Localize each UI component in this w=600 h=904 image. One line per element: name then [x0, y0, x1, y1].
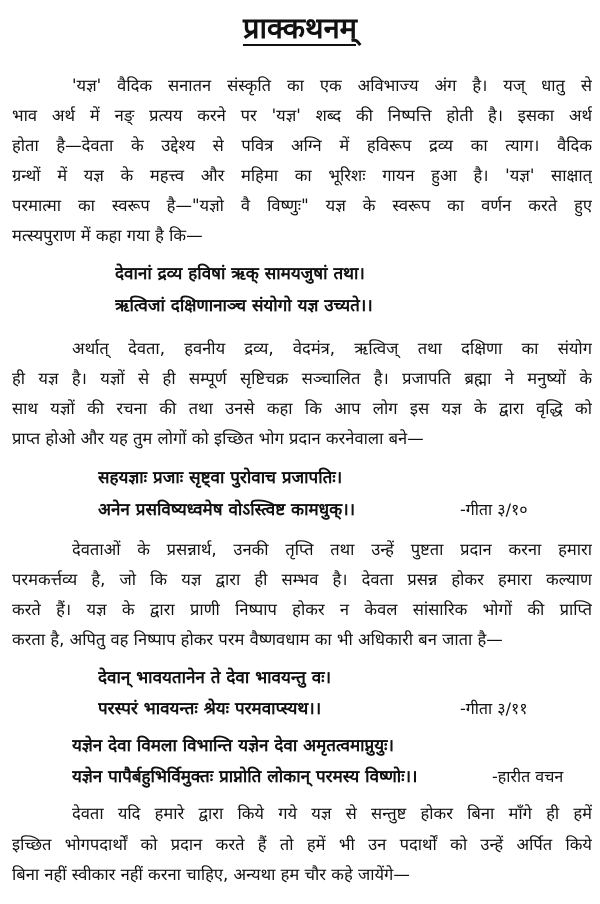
verse-line: देवानां द्रव्य हविषां ऋक् सामयजुषां तथा। — [115, 264, 365, 284]
paragraph-line: परमात्मा का स्वरूप है—"यज्ञो वै विष्णुः" यज्ञ के स्वरूप का वर्णन करते हुए — [12, 196, 592, 215]
verse-line: सहयज्ञाः प्रजाः सृष्ट्वा पुरोवाच प्रजापतिः। — [98, 468, 343, 488]
paragraph-line: करते हैं। यज्ञ के द्वारा प्राणी निष्पाप होकर न केवल सांसारिक भोगों की प्राप्ति — [12, 600, 592, 619]
verse-source: -गीता ३/११ — [460, 699, 528, 718]
paragraph-line: ग्रन्थों में यज्ञ के महत्त्व और महिमा का भूरिशः गायन हुआ है। 'यज्ञ' साक्षात् — [12, 166, 592, 185]
verse-line: यज्ञेन पापैर्बहुभिर्विमुक्तः प्राप्नोति लोकान् परमस्य विष्णोः।। — [72, 767, 418, 787]
paragraph-line: करता है, अपितु वह निष्पाप होकर परम वैष्णवधाम का भी अधिकारी बन जाता है— — [12, 630, 503, 649]
verse-source: -गीता ३/१० — [460, 500, 528, 519]
paragraph-line: अर्थात् देवता, हवनीय द्रव्य, वेदमंत्र, ऋत्विज् तथा दक्षिणा का संयोग — [72, 339, 592, 358]
paragraph-line: साथ यज्ञों की रचना की तथा उनसे कहा कि आप लोग इस यज्ञ के द्वारा वृद्धि को — [12, 399, 592, 418]
paragraph-line: परमकर्त्तव्य है, जो कि यज्ञ द्वारा ही सम्भव है। देवता प्रसन्न होकर हमारा कल्याण — [12, 570, 592, 589]
paragraph-line: होता है—देवता के उद्देश्य से पवित्र अग्नि में हविरूप द्रव्य का त्याग। वैदिक — [12, 136, 592, 155]
paragraph-line: प्राप्त होओ और यह तुम लोगों को इच्छित भोग प्रदान करनेवाला बने— — [12, 429, 424, 448]
verse-source: -हारीत वचन — [492, 767, 564, 786]
paragraph-line: देवता यदि हमारे द्वारा किये गये यज्ञ से सन्तुष्ट होकर बिना माँगे ही हमें — [72, 804, 592, 823]
page-title: प्राक्कथनम् — [242, 11, 358, 45]
verse-line: देवान् भावयतानेन ते देवा भावयन्तु वः। — [98, 668, 332, 688]
paragraph-line: इच्छित भोगपदार्थों को प्रदान करते हैं तो हमें भी उन पदार्थों को उन्हें अर्पित किये — [12, 835, 592, 854]
paragraph-line: ही यज्ञ है। यज्ञों से ही सम्पूर्ण सृष्टिचक्र सञ्चालित है। प्रजापति ब्रह्मा ने मनुष्यों के — [12, 369, 592, 388]
verse-line: अनेन प्रसविष्यध्वमेष वोऽस्त्विष्ट कामधुक्।। — [98, 500, 356, 520]
paragraph-line: देवताओं के प्रसन्नार्थ, उनकी तृप्ति तथा उन्हें पुष्टता प्रदान करना हमारा — [72, 540, 592, 559]
paragraph-line: मत्स्यपुराण में कहा गया है कि— — [12, 226, 203, 245]
verse-line: यज्ञेन देवा विमला विभान्ति यज्ञेन देवा अमृतत्वमाप्नुयुः। — [72, 736, 394, 756]
paragraph-line: 'यज्ञ' वैदिक सनातन संस्कृति का एक अविभाज्य अंग है। यज् धातु से — [72, 76, 592, 95]
paragraph-line: भाव अर्थ में नङ् प्रत्यय करने पर 'यज्ञ' शब्द की निष्पत्ति होती है। इसका अर्थ — [12, 106, 592, 125]
verse-line: ऋत्विजां दक्षिणानाञ्च संयोगो यज्ञ उच्यते।। — [115, 296, 373, 316]
paragraph-line: बिना नहीं स्वीकार नहीं करना चाहिए, अन्यथा हम चौर कहे जायेंगे— — [12, 865, 410, 884]
verse-line: परस्परं भावयन्तः श्रेयः परमवाप्स्यथ।। — [98, 699, 322, 719]
